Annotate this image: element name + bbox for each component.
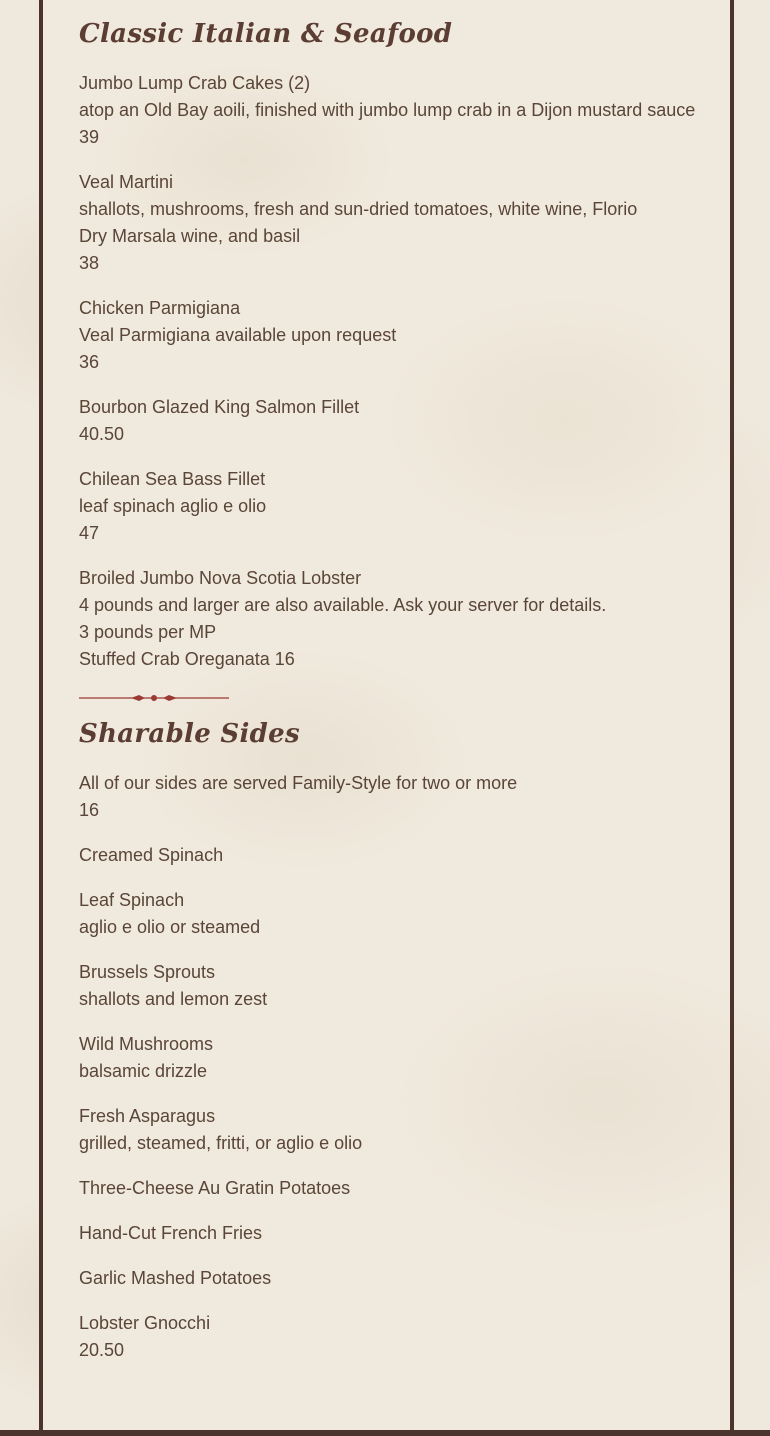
item-description: leaf spinach aglio e olio bbox=[79, 496, 267, 516]
menu-item bbox=[79, 887, 719, 941]
menu-item bbox=[79, 1265, 719, 1292]
item-name: Bourbon Glazed King Salmon Fillet bbox=[79, 397, 360, 417]
section-title-seafood: Classic Italian & Seafood bbox=[79, 19, 453, 49]
item-price: 40.50 bbox=[79, 424, 125, 444]
item-name: Broiled Jumbo Nova Scotia Lobster bbox=[79, 568, 362, 588]
menu-item bbox=[79, 169, 719, 277]
menu-item bbox=[79, 394, 719, 448]
menu-item bbox=[79, 1103, 719, 1157]
item-description: shallots and lemon zest bbox=[79, 989, 268, 1009]
sides-intro: All of our sides are served Family-Style for two or more bbox=[79, 773, 518, 793]
item-description: shallots, mushrooms, fresh and sun-dried tomatoes, white wine, Florio Dry Marsala wine, and basil bbox=[79, 199, 638, 246]
item-name: Brussels Sprouts bbox=[79, 962, 216, 982]
item-price: 47 bbox=[79, 523, 100, 543]
menu-item bbox=[79, 565, 719, 673]
item-name: Leaf Spinach bbox=[79, 890, 185, 910]
ornamental-divider-icon bbox=[79, 691, 229, 705]
item-price: 38 bbox=[79, 253, 100, 273]
item-name: Lobster Gnocchi bbox=[79, 1313, 211, 1333]
item-description: grilled, steamed, fritti, or aglio e olio bbox=[79, 1133, 363, 1153]
item-description: aglio e olio or steamed bbox=[79, 917, 261, 937]
menu-item bbox=[79, 959, 719, 1013]
menu-content bbox=[79, 0, 719, 1382]
item-name: Veal Martini bbox=[79, 172, 174, 192]
item-price: 39 bbox=[79, 127, 100, 147]
item-name: Chicken Parmigiana bbox=[79, 298, 241, 318]
item-description: balsamic drizzle bbox=[79, 1061, 208, 1081]
panel-bottom-border bbox=[0, 1430, 770, 1436]
item-description: 4 pounds and larger are also available. Ask your server for details. bbox=[79, 595, 607, 615]
item-price: 16 bbox=[79, 800, 100, 820]
item-extra: Stuffed Crab Oreganata 16 bbox=[79, 649, 295, 669]
item-name: Wild Mushrooms bbox=[79, 1034, 214, 1054]
item-name: Hand-Cut French Fries bbox=[79, 1223, 263, 1243]
item-name: Creamed Spinach bbox=[79, 845, 224, 865]
item-name: Garlic Mashed Potatoes bbox=[79, 1268, 272, 1288]
item-price: 3 pounds per MP bbox=[79, 622, 217, 642]
menu-item bbox=[79, 770, 719, 824]
item-name: Chilean Sea Bass Fillet bbox=[79, 469, 266, 489]
item-description: atop an Old Bay aoili, finished with jumbo lump crab in a Dijon mustard sauce bbox=[79, 100, 696, 120]
item-price: 20.50 bbox=[79, 1340, 125, 1360]
menu-item bbox=[79, 842, 719, 869]
menu-item bbox=[79, 70, 719, 151]
menu-item bbox=[79, 295, 719, 376]
item-name: Jumbo Lump Crab Cakes (2) bbox=[79, 73, 311, 93]
menu-item bbox=[79, 1220, 719, 1247]
menu-item bbox=[79, 466, 719, 547]
item-description: Veal Parmigiana available upon request bbox=[79, 325, 397, 345]
menu-item bbox=[79, 1175, 719, 1202]
item-price: 36 bbox=[79, 352, 100, 372]
item-name: Fresh Asparagus bbox=[79, 1106, 216, 1126]
menu-item bbox=[79, 1310, 719, 1364]
menu-item bbox=[79, 1031, 719, 1085]
item-name: Three-Cheese Au Gratin Potatoes bbox=[79, 1178, 351, 1198]
section-title-sides: Sharable Sides bbox=[79, 719, 300, 749]
